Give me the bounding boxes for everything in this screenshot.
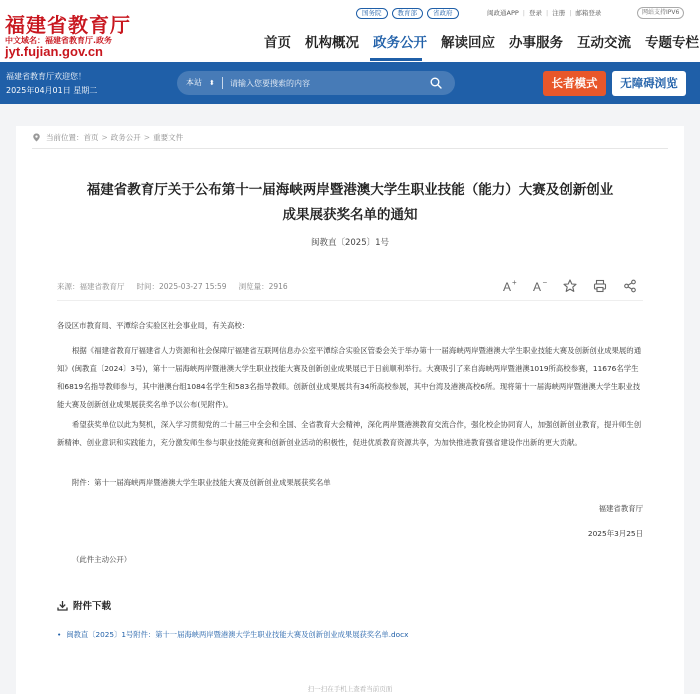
article-title-line-1: 福建省教育厅关于公布第十一届海峡两岸暨港澳大学生职业技能（能力）大赛及创新创业 bbox=[86, 182, 614, 198]
site-logo-domain: jyt.fujian.gov.cn bbox=[5, 44, 103, 59]
signature-text: 福建省教育厅 bbox=[598, 504, 643, 513]
svg-text:−: − bbox=[542, 279, 548, 287]
meta-divider bbox=[57, 300, 643, 301]
accessible-browse-button[interactable]: 无障碍浏览 bbox=[612, 71, 686, 96]
paragraph-text: 根据《福建省教育厅福建省人力资源和社会保障厅福建省互联网信息办公室平潭综合实验区管委会关于举办第十一届海峡两岸暨港澳大学生职业技能大赛及创新创业成果展的通知》(闽教直〔2024〕3号)，第十一届海峡两岸暨港澳大学生职业技能大赛及创新创业成果展已于日前顺利举行。大赛吸引了来自海峡两岸暨港澳1019所高校参赛，11676名学生和6819名指导教师参与，其中港澳台组1084名学生和583名指导教师。创新创业成果展共有34所高校参展，其中台湾及港澳高校6所。现将第十一届海峡两岸暨港澳大学生职业技能大赛及创新创业成果展获奖名单予以公布(见附件)。 bbox=[57, 346, 642, 409]
document-number: 闽教直〔2025〕1号 bbox=[310, 238, 390, 248]
breadcrumb-home[interactable]: 首页 bbox=[83, 132, 99, 142]
search-box bbox=[177, 71, 455, 95]
breadcrumb-separator: > bbox=[101, 132, 108, 142]
register-link[interactable]: 注册 bbox=[552, 9, 566, 17]
nav-home[interactable]: 首页 bbox=[264, 35, 291, 51]
article-card bbox=[16, 126, 684, 694]
article-views: 浏览量：2916 bbox=[238, 281, 288, 291]
search-divider bbox=[222, 77, 223, 89]
location-pin-icon bbox=[32, 133, 41, 142]
article-salutation bbox=[57, 317, 643, 335]
share-icon[interactable] bbox=[622, 278, 638, 294]
ipv6-badge: 网站支持IPV6 bbox=[637, 7, 684, 19]
nav-interaction[interactable]: 互动交流 bbox=[577, 35, 631, 51]
bullet-icon: • bbox=[57, 630, 62, 639]
site-logo-subtitle: 中文域名：福建省教育厅.政务 bbox=[5, 36, 113, 45]
mzt-app-link[interactable]: 闽政通APP bbox=[487, 9, 519, 17]
chevron-updown-icon[interactable]: ⬍ bbox=[209, 79, 215, 87]
article-paragraph-2 bbox=[57, 416, 643, 452]
attachment-link-text[interactable]: 闽教直〔2025〕1号附件：第十一届海峡两岸暨港澳大学生职业技能大赛及创新创业成果展获奖名单.docx bbox=[66, 630, 409, 639]
utility-links bbox=[487, 7, 601, 19]
breadcrumb-separator: > bbox=[143, 132, 151, 142]
qr-scan-hint: 扫一扫在手机上查看当前页面 bbox=[307, 685, 393, 693]
favorite-star-icon[interactable] bbox=[562, 278, 578, 294]
breadcrumb-prefix: 当前位置： bbox=[46, 132, 84, 142]
article-date bbox=[57, 525, 643, 543]
attachments-heading bbox=[57, 598, 111, 612]
site-header bbox=[0, 0, 700, 62]
font-decrease-icon[interactable] bbox=[532, 278, 548, 294]
svg-text:+: + bbox=[512, 279, 517, 287]
email-login-link[interactable]: 邮箱登录 bbox=[575, 9, 602, 17]
welcome-text: 福建省教育厅欢迎您！ bbox=[6, 72, 86, 81]
download-icon bbox=[57, 600, 68, 611]
gov-link-provincial-gov[interactable]: 省政府 bbox=[427, 8, 459, 19]
util-divider: | bbox=[546, 9, 549, 17]
nav-services[interactable]: 办事服务 bbox=[509, 35, 563, 51]
active-nav-indicator bbox=[370, 58, 422, 61]
nav-government-affairs[interactable]: 政务公开 bbox=[373, 35, 427, 51]
svg-text:A: A bbox=[533, 280, 542, 293]
attachments-title: 附件下载 bbox=[73, 601, 112, 612]
print-icon[interactable] bbox=[592, 278, 608, 294]
font-increase-icon[interactable] bbox=[502, 278, 518, 294]
nav-special-topics[interactable]: 专题专栏 bbox=[645, 35, 699, 51]
salutation-text: 各设区市教育局、平潭综合实验区社会事业局，有关高校： bbox=[57, 321, 250, 330]
util-divider: | bbox=[569, 9, 572, 17]
search-input[interactable] bbox=[230, 71, 420, 95]
paragraph-text: 希望获奖单位以此为契机，深入学习贯彻党的二十届三中全会和全国、全省教育大会精神，深化两岸暨港澳教育交流合作，强化校企协同育人，加强创新创业教育，提升师生创新精神、创业意识和实践能力，充分激发师生参与职业技能竞赛和创新创业活动的积极性，促进优质教育资源共享，为加快推进教育强省建设作出新的更大贡献。 bbox=[57, 420, 642, 447]
article-meta bbox=[57, 280, 288, 292]
util-divider: | bbox=[522, 9, 525, 17]
article-time: 时间：2025-03-27 15:59 bbox=[136, 281, 227, 291]
search-icon[interactable] bbox=[430, 77, 442, 89]
article-source: 来源：福建省教育厅 bbox=[57, 281, 125, 291]
date-text: 2025年3月25日 bbox=[587, 529, 643, 538]
article-public-note bbox=[57, 551, 643, 569]
main-nav bbox=[264, 33, 699, 53]
breadcrumb-divider bbox=[32, 148, 668, 149]
breadcrumb-gov-affairs[interactable]: 政务公开 bbox=[110, 132, 141, 142]
gov-link-ministry-education[interactable]: 教育部 bbox=[392, 8, 424, 19]
site-logo-title[interactable]: 福建省教育厅 bbox=[5, 13, 131, 37]
nav-interpretation[interactable]: 解读回应 bbox=[441, 35, 495, 51]
attachment-note-text: 附件：第十一届海峡两岸暨港澳大学生职业技能大赛及创新创业成果展获奖名单 bbox=[72, 478, 331, 487]
article-signature bbox=[57, 500, 643, 518]
elder-mode-button[interactable]: 长者模式 bbox=[543, 71, 606, 96]
search-band bbox=[0, 62, 700, 104]
breadcrumb-important-docs[interactable]: 重要文件 bbox=[153, 132, 184, 142]
gov-links bbox=[356, 7, 459, 19]
breadcrumb bbox=[32, 130, 183, 144]
article-attachment-note bbox=[57, 474, 643, 492]
search-scope-select[interactable]: 本站 bbox=[186, 78, 202, 87]
article-title-line-2: 成果展获奖名单的通知 bbox=[282, 207, 418, 223]
article-paragraph-1 bbox=[57, 342, 643, 414]
article-tools bbox=[502, 277, 638, 295]
nav-organization[interactable]: 机构概况 bbox=[305, 35, 359, 51]
public-note-text: （此件主动公开） bbox=[72, 555, 132, 564]
svg-text:A: A bbox=[503, 280, 512, 293]
login-link[interactable]: 登录 bbox=[529, 9, 542, 17]
attachment-link[interactable] bbox=[57, 629, 408, 641]
current-date: 2025年04月01日 星期二 bbox=[6, 86, 98, 95]
gov-link-state-council[interactable]: 国务院 bbox=[356, 8, 388, 19]
